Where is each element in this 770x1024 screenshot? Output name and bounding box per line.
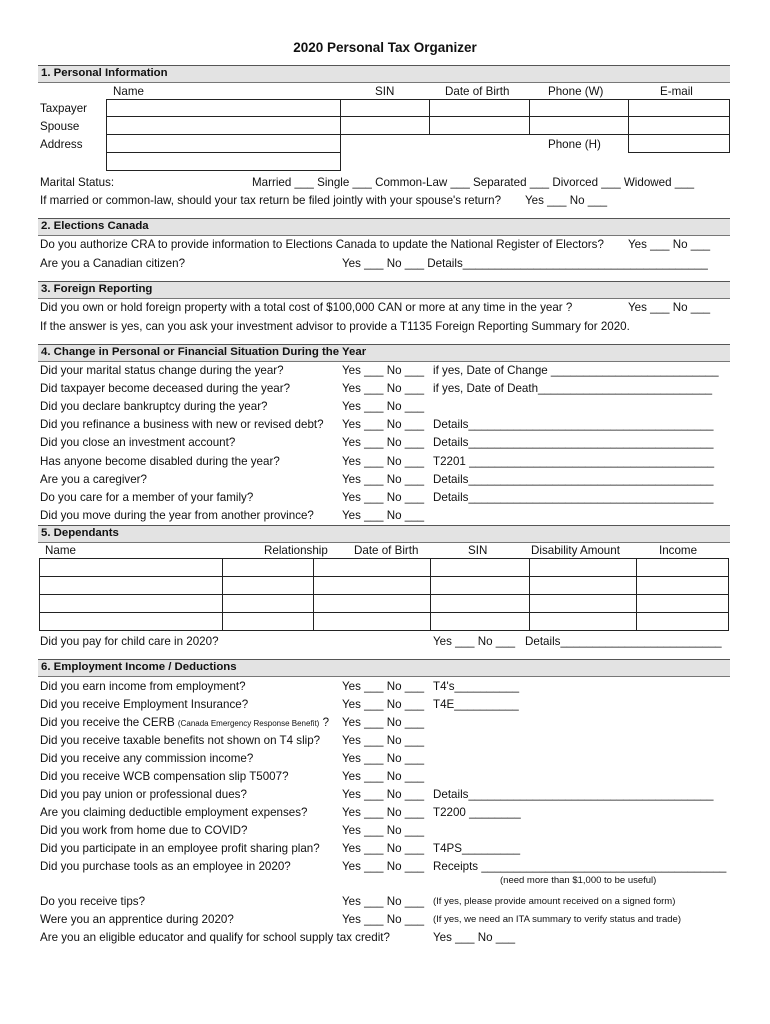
taxpayer-email-field[interactable] (628, 99, 730, 117)
tips-question: Do you receive tips? (40, 895, 146, 908)
educator-question: Are you an eligible educator and qualify for school supply tax credit? (40, 931, 390, 944)
details-field[interactable]: T4PS_________ (433, 842, 521, 855)
question-label (40, 734, 320, 747)
question-label (40, 455, 280, 468)
section-personal-info-header (38, 65, 730, 83)
question-text: Did you receive any commission income? (40, 752, 254, 765)
childcare-question: Did you pay for child care in 2020? (40, 635, 219, 648)
dep-relationship-cell[interactable] (223, 613, 314, 631)
educator-answer[interactable]: Yes ___ No ___ (433, 931, 516, 944)
question-small-note: (Canada Emergency Response Benefit) (177, 719, 320, 728)
foreign-t1135-note: If the answer is yes, can you ask your investment advisor to provide a T1135 Foreign Reporting Summary for 2020. (40, 320, 630, 333)
question-text: Did you move during the year from another province? (40, 508, 314, 522)
dep-dob-cell[interactable] (314, 559, 431, 577)
question-text: Are you a caregiver? (40, 472, 147, 486)
dep-col-disability: Disability Amount (531, 544, 620, 557)
joint-filing-answer[interactable]: Yes ___ No ___ (525, 194, 608, 207)
table-row (40, 577, 729, 595)
question-text: Did you purchase tools as an employee in 2020? (40, 860, 291, 873)
question-label (40, 491, 253, 504)
dep-disability-cell[interactable] (530, 595, 637, 613)
yes-no-answer[interactable]: Yes ___ No ___ (342, 680, 425, 693)
question-text: Did you declare bankruptcy during the year? (40, 400, 268, 414)
apprentice-question: Were you an apprentice during 2020? (40, 913, 234, 926)
dep-col-relationship: Relationship (264, 544, 328, 557)
marital-status-options[interactable]: Married ___ Single ___ Common-Law ___ Separated ___ Divorced ___ Widowed ___ (252, 176, 695, 189)
yes-no-answer[interactable]: Yes ___ No ___ (342, 698, 425, 711)
row-spouse-label: Spouse (40, 120, 80, 133)
elections-authorize-question: Do you authorize CRA to provide information to Elections Canada to update the National Register of Electors? (40, 238, 604, 251)
question-text: Did you participate in an employee profit sharing plan? (40, 842, 320, 855)
question-text: Did taxpayer become deceased during the year? (40, 382, 291, 396)
phone-h-label: Phone (H) (548, 138, 601, 151)
question-label (40, 473, 147, 486)
question-label (40, 788, 247, 801)
section-title: 1. Personal Information (41, 67, 168, 79)
yes-no-answer[interactable]: Yes ___ No ___ (342, 824, 425, 837)
question-label (40, 698, 248, 711)
spouse-dob-field[interactable] (429, 116, 530, 135)
details-field[interactable]: if yes, Date of Change __________________________ (433, 364, 719, 377)
question-text: Did you close an investment account? (40, 436, 236, 450)
question-label (40, 806, 307, 819)
question-label (40, 842, 320, 855)
dep-name-cell[interactable] (40, 577, 223, 595)
yes-no-answer[interactable]: Yes ___ No ___ (342, 364, 425, 377)
dep-name-cell[interactable] (40, 559, 223, 577)
col-phone-w-header: Phone (W) (548, 85, 604, 98)
dep-name-cell[interactable] (40, 595, 223, 613)
yes-no-answer[interactable]: Yes ___ No ___ (342, 806, 425, 819)
details-field[interactable]: Details______________________________________ (433, 418, 714, 432)
question-label (40, 860, 291, 873)
childcare-answer[interactable]: Yes ___ No ___ (433, 635, 516, 648)
yes-no-answer[interactable]: Yes ___ No ___ (342, 716, 425, 729)
section-change-header (38, 344, 730, 362)
col-dob-header: Date of Birth (445, 85, 510, 98)
dep-col-dob: Date of Birth (354, 544, 419, 557)
dep-relationship-cell[interactable] (223, 559, 314, 577)
dep-sin-cell[interactable] (431, 577, 530, 595)
dep-sin-cell[interactable] (431, 595, 530, 613)
details-field[interactable]: Details______________________________________ (433, 436, 714, 450)
section-title: 2. Elections Canada (41, 220, 149, 232)
section-title: 3. Foreign Reporting (41, 283, 153, 295)
dep-income-cell[interactable] (637, 559, 729, 577)
yes-no-answer[interactable]: Yes ___ No ___ (342, 752, 425, 765)
dep-sin-cell[interactable] (431, 613, 530, 631)
childcare-details[interactable]: Details_________________________ (525, 635, 722, 648)
dep-relationship-cell[interactable] (223, 577, 314, 595)
question-label (40, 400, 268, 413)
question-label (40, 824, 247, 837)
yes-no-answer[interactable]: Yes ___ No ___ (342, 842, 425, 855)
dep-col-sin: SIN (468, 544, 488, 557)
section-title: 4. Change in Personal or Financial Situation During the Year (41, 346, 367, 358)
details-field[interactable]: Details______________________________________ (433, 472, 714, 486)
tools-note: (need more than $1,000 to be useful) (500, 875, 657, 886)
dep-disability-cell[interactable] (530, 577, 637, 595)
yes-no-answer[interactable]: Yes ___ No ___ (342, 400, 425, 414)
question-label (40, 716, 329, 729)
row-taxpayer-label: Taxpayer (40, 102, 88, 115)
tips-answer[interactable]: Yes ___ No ___ (342, 895, 425, 908)
section-dependants-header (38, 525, 730, 543)
question-text: Did you earn income from employment? (40, 680, 246, 693)
question-text: Did you work from home due to COVID? (40, 824, 248, 837)
question-text: Did you receive taxable benefits not shown on T4 slip? (40, 734, 321, 747)
yes-no-answer[interactable]: Yes ___ No ___ (342, 418, 425, 432)
yes-no-answer[interactable]: Yes ___ No ___ (342, 788, 425, 801)
elections-authorize-answer[interactable]: Yes ___ No ___ (628, 238, 711, 251)
dep-name-cell[interactable] (40, 613, 223, 631)
dep-income-cell[interactable] (637, 613, 729, 631)
dep-col-name: Name (45, 544, 76, 557)
dep-income-cell[interactable] (637, 595, 729, 613)
taxpayer-dob-field[interactable] (429, 99, 530, 117)
details-field[interactable]: T2200 ________ (433, 806, 521, 819)
taxpayer-phone-field[interactable] (529, 99, 629, 117)
yes-no-answer[interactable]: Yes ___ No ___ (342, 436, 425, 450)
dep-col-income: Income (659, 544, 698, 557)
question-label (40, 509, 314, 522)
question-label (40, 680, 246, 693)
section-foreign-header (38, 281, 730, 299)
col-email-header: E-mail (660, 85, 693, 98)
details-field[interactable]: Receipts ______________________________________ (433, 860, 727, 873)
yes-no-answer[interactable]: Yes ___ No ___ (342, 382, 425, 396)
yes-no-answer[interactable]: Yes ___ No ___ (342, 508, 425, 522)
details-field[interactable]: if yes, Date of Death___________________________ (433, 382, 713, 396)
table-row (40, 613, 729, 631)
col-sin-header: SIN (375, 85, 395, 98)
table-row (40, 559, 729, 577)
phone-h-field[interactable] (628, 134, 730, 153)
citizen-answer[interactable]: Yes ___ No ___ Details______________________________________ (342, 257, 708, 270)
dep-income-cell[interactable] (637, 577, 729, 595)
apprentice-answer[interactable]: Yes ___ No ___ (342, 913, 425, 926)
address-line2-field[interactable] (106, 152, 341, 171)
dep-dob-cell[interactable] (314, 613, 431, 631)
section-employment-header (38, 659, 730, 677)
yes-no-answer[interactable]: Yes ___ No ___ (342, 860, 425, 873)
row-address-label: Address (40, 138, 83, 151)
yes-no-answer[interactable]: Yes ___ No ___ (342, 472, 425, 486)
details-field[interactable]: T4's__________ (433, 680, 520, 693)
question-label (40, 382, 290, 395)
spouse-email-field[interactable] (628, 116, 730, 135)
foreign-property-answer[interactable]: Yes ___ No ___ (628, 301, 711, 314)
question-label (40, 752, 253, 765)
question-text: Did you refinance a business with new or revised debt? (40, 418, 324, 432)
question-text: Did you receive Employment Insurance? (40, 698, 249, 711)
question-label (40, 436, 235, 449)
question-text: Are you claiming deductible employment expenses? (40, 806, 308, 819)
yes-no-answer[interactable]: Yes ___ No ___ (342, 490, 425, 504)
form-title: 2020 Personal Tax Organizer (293, 40, 477, 55)
question-text: Did you pay union or professional dues? (40, 788, 247, 801)
question-text: Did you receive the CERB (40, 716, 175, 729)
question-label (40, 770, 289, 783)
details-field[interactable]: T2201 ______________________________________ (433, 454, 715, 468)
question-text: Did your marital status change during the year? (40, 364, 284, 377)
details-field[interactable]: Details______________________________________ (433, 788, 714, 801)
question-text: Do you care for a member of your family? (40, 490, 254, 504)
question-text: Did you receive WCB compensation slip T5007? (40, 770, 289, 783)
question-label (40, 364, 284, 377)
foreign-property-question: Did you own or hold foreign property with a total cost of $100,000 CAN or more at any time in the year ? (40, 301, 573, 314)
joint-filing-question: If married or common-law, should your tax return be filed jointly with your spouse's return? (40, 194, 502, 207)
section-title: 5. Dependants (41, 527, 119, 539)
spouse-name-field[interactable] (106, 116, 341, 135)
section-title: 6. Employment Income / Deductions (41, 661, 237, 673)
marital-status-label: Marital Status: (40, 176, 115, 189)
yes-no-answer[interactable]: Yes ___ No ___ (342, 454, 425, 468)
dep-disability-cell[interactable] (530, 559, 637, 577)
question-end: ? (319, 716, 330, 729)
dep-dob-cell[interactable] (314, 595, 431, 613)
yes-no-answer[interactable]: Yes ___ No ___ (342, 734, 425, 747)
question-text: Has anyone become disabled during the year? (40, 454, 280, 468)
apprentice-note: (If yes, we need an ITA summary to verify status and trade) (433, 914, 681, 925)
question-label (40, 418, 324, 431)
dep-relationship-cell[interactable] (223, 595, 314, 613)
taxpayer-sin-field[interactable] (340, 99, 430, 117)
dep-sin-cell[interactable] (431, 559, 530, 577)
spouse-sin-field[interactable] (340, 116, 430, 135)
dep-dob-cell[interactable] (314, 577, 431, 595)
address-line1-field[interactable] (106, 134, 341, 153)
tips-note: (If yes, please provide amount received on a signed form) (433, 896, 676, 907)
spouse-phone-field[interactable] (529, 116, 629, 135)
details-field[interactable]: T4E__________ (433, 698, 519, 711)
section-elections-header (38, 218, 730, 236)
citizen-question: Are you a Canadian citizen? (40, 257, 186, 270)
taxpayer-name-field[interactable] (106, 99, 341, 117)
details-field[interactable]: Details______________________________________ (433, 490, 714, 504)
dependants-table (39, 558, 729, 631)
col-name-header: Name (113, 85, 144, 98)
dep-disability-cell[interactable] (530, 613, 637, 631)
yes-no-answer[interactable]: Yes ___ No ___ (342, 770, 425, 783)
table-row (40, 595, 729, 613)
